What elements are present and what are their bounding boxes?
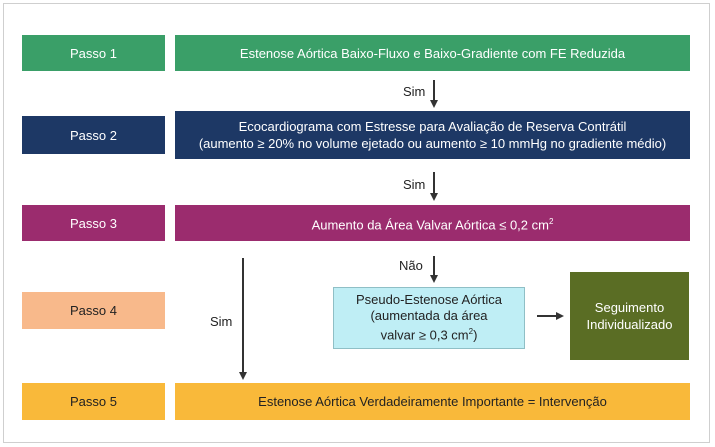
step-3-box: Aumento da Área Valvar Aórtica ≤ 0,2 $cm^2$ [175, 205, 690, 241]
step-5-box: Estenose Aórtica Verdadeiramente Importante = Intervenção [175, 383, 690, 420]
step-3-label: Passo 3 [22, 205, 165, 241]
follow-up-box: Seguimento Individualizado [570, 272, 689, 360]
step-1-label: Passo 1 [22, 35, 165, 71]
arrow-label-nao: Não [399, 258, 423, 273]
arrow-label-sim-3: Sim [210, 314, 233, 329]
step-4-label: Passo 4 [22, 292, 165, 329]
arrow-label-sim-1: Sim [403, 84, 426, 99]
step-1-box: Estenose Aórtica Baixo-Fluxo e Baixo-Gradiente com FE Reduzida [175, 35, 690, 71]
step-2-box: Ecocardiograma com Estresse para Avaliação de Reserva Contrátil (aumento ≥ 20% no volume ejetado ou aumento ≥ 10 mmHg no gradiente médio) [175, 111, 690, 159]
step-2-label: Passo 2 [22, 116, 165, 154]
pseudo-stenosis-box: Pseudo-Estenose Aórtica (aumentada da área valvar ≥ 0,3 $cm^2$) [333, 287, 525, 349]
arrow-label-sim-2: Sim [403, 177, 426, 192]
step-5-label: Passo 5 [22, 383, 165, 420]
